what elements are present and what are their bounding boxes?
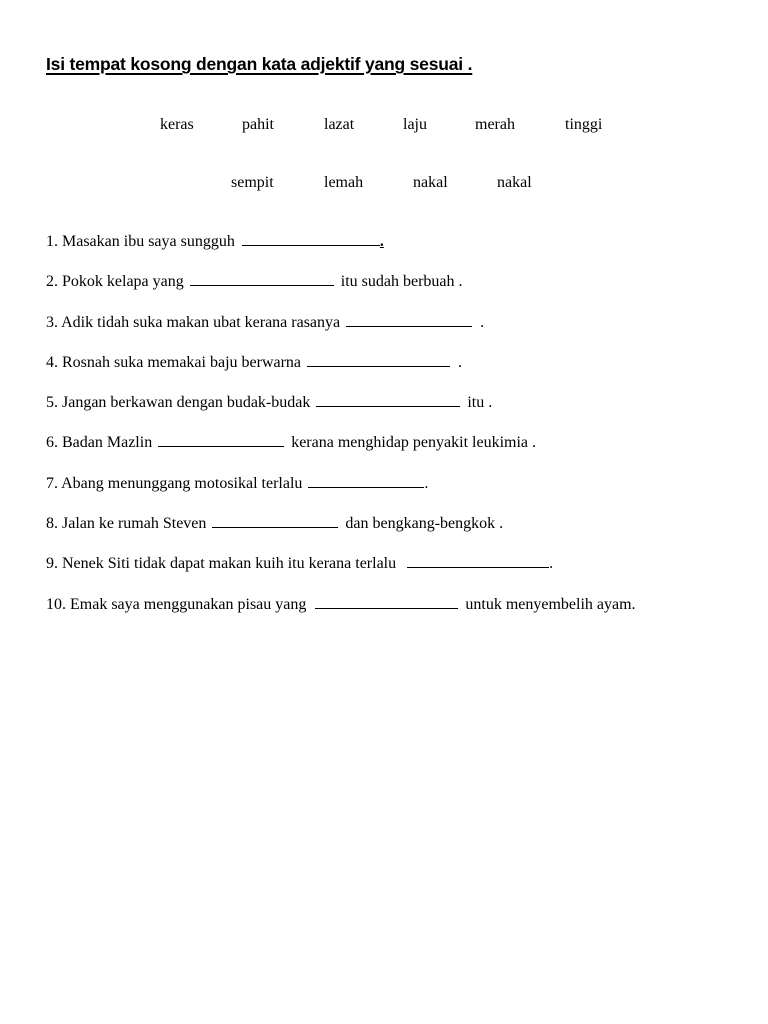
question-9 [46, 553, 553, 574]
worksheet-title: Isi tempat kosong dengan kata adjektif yang sesuai . [46, 54, 473, 74]
word-bank-item: sempit [231, 174, 274, 191]
question-3 [46, 312, 484, 333]
question-suffix: . [549, 555, 554, 572]
word-bank-item: lemah [324, 174, 364, 191]
question-10 [46, 594, 636, 615]
question-8 [46, 513, 503, 534]
question-text: 3. Adik tidah suka makan ubat kerana rasanya [46, 314, 341, 331]
answer-blank-2[interactable] [190, 271, 334, 286]
word-bank-item: pahit [242, 116, 274, 133]
answer-blank-3[interactable] [346, 312, 472, 327]
word-bank-item: nakal [497, 174, 532, 191]
question-text: 10. Emak saya menggunakan pisau yang [46, 596, 307, 613]
question-text: 9. Nenek Siti tidak dapat makan kuih itu kerana terlalu [46, 555, 397, 572]
question-suffix: itu sudah berbuah . [340, 273, 463, 290]
question-suffix: . [379, 233, 384, 250]
question-text: 6. Badan Mazlin [46, 434, 153, 451]
question-text: 5. Jangan berkawan dengan budak-budak [46, 394, 311, 411]
question-text: 1. Masakan ibu saya sungguh [46, 233, 235, 250]
answer-blank-7[interactable] [308, 473, 424, 488]
question-suffix: . [424, 475, 429, 492]
word-bank-item: nakal [413, 174, 448, 191]
question-suffix: dan bengkang-bengkok . [345, 515, 504, 532]
answer-blank-9[interactable] [407, 553, 549, 568]
word-bank-item: laju [403, 116, 427, 133]
question-suffix: itu . [467, 394, 493, 411]
question-suffix: untuk menyembelih ayam. [465, 596, 636, 613]
question-text: 8. Jalan ke rumah Steven [46, 515, 207, 532]
question-2 [46, 271, 463, 292]
question-text: 4. Rosnah suka memakai baju berwarna [46, 354, 302, 371]
question-suffix: . [458, 354, 463, 371]
word-bank-item: tinggi [565, 116, 603, 133]
word-bank-item: merah [475, 116, 515, 133]
answer-blank-5[interactable] [316, 392, 460, 407]
question-7 [46, 473, 428, 494]
word-bank-item: keras [160, 116, 194, 133]
question-6 [46, 432, 536, 453]
word-bank-item: lazat [324, 116, 355, 133]
answer-blank-10[interactable] [315, 594, 458, 609]
answer-blank-8[interactable] [212, 513, 338, 528]
answer-blank-1[interactable] [242, 231, 380, 246]
answer-blank-6[interactable] [158, 432, 284, 447]
question-5 [46, 392, 492, 413]
question-suffix: . [480, 314, 485, 331]
question-4 [46, 352, 462, 373]
question-text: 7. Abang menunggang motosikal terlalu [46, 475, 303, 492]
answer-blank-4[interactable] [307, 352, 450, 367]
question-1 [46, 231, 384, 252]
question-text: 2. Pokok kelapa yang [46, 273, 184, 290]
question-suffix: kerana menghidap penyakit leukimia . [291, 434, 537, 451]
